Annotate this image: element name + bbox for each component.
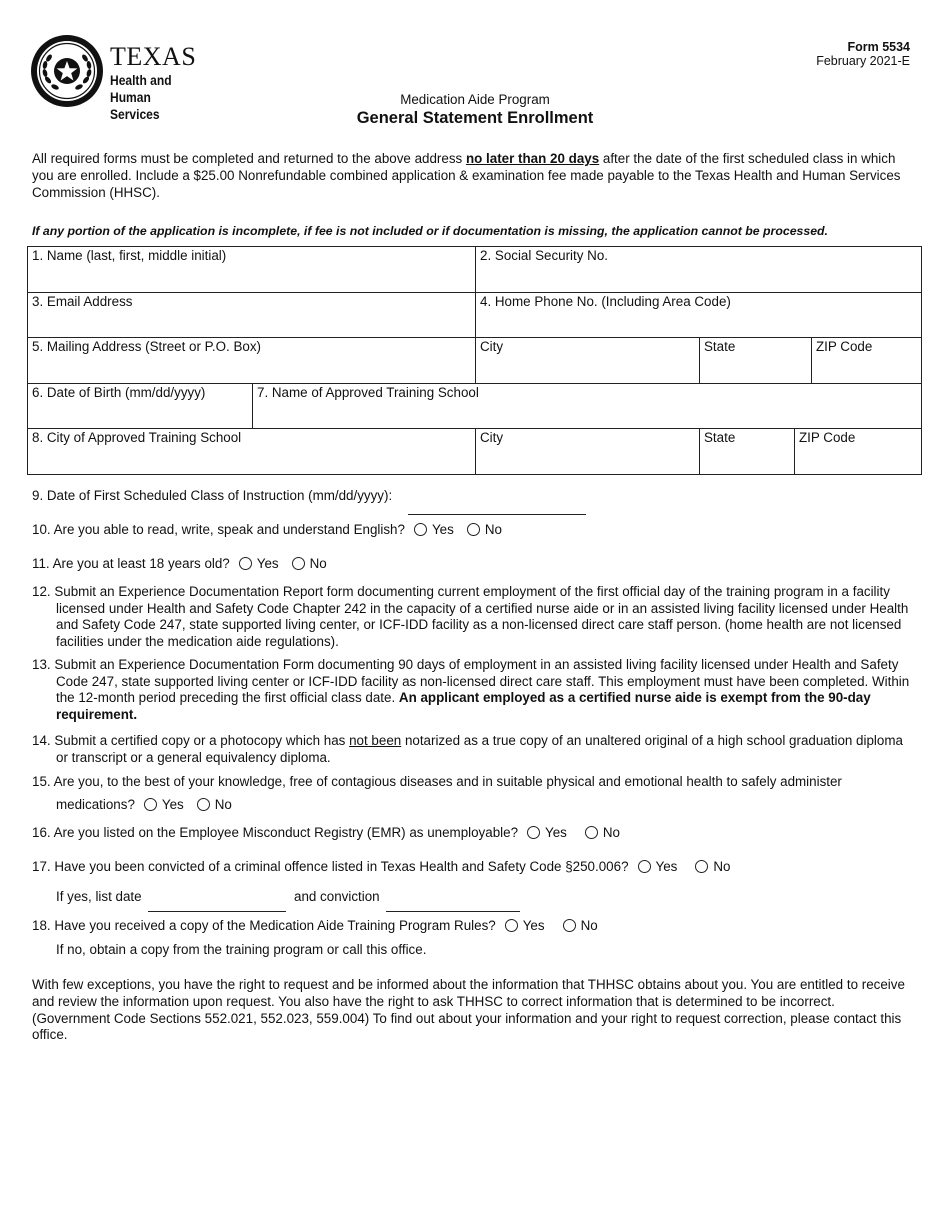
q11-label: 11. Are you at least 18 years old? [32, 556, 230, 571]
program-name: Medication Aide Program [400, 92, 550, 107]
table-row [28, 337, 921, 383]
school-city-field[interactable] [28, 429, 475, 474]
yes-label: Yes [545, 825, 567, 840]
q13-text [32, 657, 912, 723]
q15-line-1: 15. Are you, to the best of your knowledge, free of contagious diseases and in suitable physical and emotional health to safely administer [32, 774, 842, 789]
q16-no-radio[interactable] [585, 826, 598, 839]
mailing-address-label: 5. Mailing Address (Street or P.O. Box) [32, 339, 261, 355]
q14-underlined: not been [349, 733, 402, 748]
question-12 [32, 584, 912, 650]
q10-label: 10. Are you able to read, write, speak and understand English? [32, 522, 405, 537]
school-city-city-field[interactable] [475, 429, 699, 474]
q9-label: 9. Date of First Scheduled Class of Instruction (mm/dd/yyyy): [32, 488, 393, 503]
applicant-info-table [27, 246, 922, 475]
question-10 [32, 522, 912, 539]
q18-label: 18. Have you received a copy of the Medication Aide Training Program Rules? [32, 918, 496, 933]
school-name-field[interactable] [252, 384, 921, 429]
question-17 [32, 859, 912, 876]
no-label: No [309, 556, 327, 571]
q18-yes-radio[interactable] [505, 919, 518, 932]
q15-line-2-row [32, 797, 912, 814]
form-number-block [816, 40, 910, 68]
q17-label: 17. Have you been convicted of a criminal offence listed in Texas Health and Safety Code §250.006? [32, 859, 629, 874]
state-label: State [704, 339, 736, 355]
city-label: City [480, 430, 504, 446]
logo-wordmark: TEXAS [110, 42, 197, 71]
state-field[interactable] [699, 338, 811, 383]
q11-no-radio[interactable] [292, 557, 305, 570]
incomplete-warning: If any portion of the application is incomplete, if fee is not included or if documentation is missing, the application cannot be processed. [32, 224, 828, 238]
email-label: 3. Email Address [32, 293, 133, 309]
q17-conviction-label: and conviction [294, 889, 380, 904]
q13-exemption: An applicant employed as a certified nurse aide is exempt from the 90-day requirement. [56, 690, 871, 722]
q10-no-radio[interactable] [467, 523, 480, 536]
school-state-field[interactable] [699, 429, 794, 474]
no-label: No [580, 918, 598, 933]
q17-yes-radio[interactable] [638, 860, 651, 873]
question-18 [32, 918, 912, 935]
q17-date-label: If yes, list date [56, 889, 142, 904]
q18-no-radio[interactable] [563, 919, 576, 932]
q17-no-radio[interactable] [695, 860, 708, 873]
mailing-address-field[interactable] [28, 338, 475, 383]
ssn-label: 2. Social Security No. [480, 248, 609, 263]
email-field[interactable] [28, 293, 475, 338]
no-label: No [713, 859, 731, 874]
q14-text [32, 733, 912, 766]
q15-yes-radio[interactable] [144, 798, 157, 811]
q9-date-input[interactable] [408, 514, 586, 515]
q17-conviction-input[interactable] [386, 911, 520, 912]
question-13 [32, 657, 912, 723]
question-15 [32, 774, 912, 813]
intro-paragraph [32, 151, 912, 201]
school-city-label: 8. City of Approved Training School [32, 430, 242, 446]
no-label: No [214, 796, 232, 812]
dob-field[interactable] [28, 384, 252, 429]
city-label: City [480, 339, 504, 355]
table-row [28, 247, 921, 292]
phone-label: 4. Home Phone No. (Including Area Code) [480, 293, 731, 309]
intro-text-2: after the date of the first scheduled class in which you are enrolled. Include a $25.00 Nonrefundable combined application & examination fee made payable to the Texas Health and Human Services Commission (HHSC). [32, 151, 901, 200]
privacy-notice: With few exceptions, you have the right to request and be informed about the information that THHSC obtains about you. You are entitled to receive and review the information upon request. You also have the right to ask THHSC to correct information that is determined to be incorrect. (Government Code Sections 552.021, 552.023, 559.004) To find out about your information and your right to request correction, please contact this office. [32, 977, 905, 1043]
q12-text: 12. Submit an Experience Documentation Report form documenting current employment of the first official day of the training program in a facility licensed under Health and Safety Code Chapter 242 in the capacity of a certified nurse aide or in an assisted living facility licensed under Health and Safety Code 247, state supported living center, or ICF-IDD facility as a non-licensed direct care staff person. (home health are not licensed facilities under the medication aide regulations). [32, 584, 909, 649]
name-label: 1. Name (last, first, middle initial) [32, 248, 227, 263]
no-label: No [602, 825, 621, 840]
no-label: No [484, 522, 502, 537]
form-number: Form 5534 [847, 40, 910, 54]
title-block [0, 92, 950, 128]
q18-note: If no, obtain a copy from the training program or call this office. [56, 942, 427, 957]
q15-line-2: medications? [56, 796, 135, 812]
dob-label: 6. Date of Birth (mm/dd/yyyy) [32, 384, 206, 400]
logo-line-1: Health and Human [110, 72, 172, 105]
table-row [28, 383, 921, 429]
q17-date-input[interactable] [148, 911, 286, 912]
zip-label: ZIP Code [799, 430, 856, 446]
name-field[interactable] [28, 247, 475, 292]
page-title: General Statement Enrollment [356, 109, 594, 127]
school-zip-field[interactable] [794, 429, 921, 474]
state-label: State [704, 430, 736, 446]
yes-label: Yes [431, 522, 454, 537]
intro-text-1: All required forms must be completed and returned to the above address [32, 151, 466, 166]
q15-no-radio[interactable] [197, 798, 210, 811]
q14-text-1: 14. Submit a certified copy or a photocopy which has [32, 733, 350, 748]
city-field[interactable] [475, 338, 699, 383]
q11-yes-radio[interactable] [239, 557, 252, 570]
phone-field[interactable] [475, 293, 921, 338]
school-name-label: 7. Name of Approved Training School [257, 384, 479, 400]
table-row [28, 428, 921, 474]
question-9 [32, 488, 912, 505]
logo-line-2: Services [110, 106, 160, 122]
ssn-field[interactable] [475, 247, 921, 292]
zip-label: ZIP Code [816, 339, 873, 355]
yes-label: Yes [256, 556, 279, 571]
question-11 [32, 556, 912, 573]
q14-text-2: notarized as a true copy of an unaltered original of a high school graduation diploma or transcript or a general equivalency diploma. [56, 733, 903, 765]
zip-field[interactable] [811, 338, 921, 383]
q16-label: 16. Are you listed on the Employee Misconduct Registry (EMR) as unemployable? [32, 825, 519, 840]
q16-yes-radio[interactable] [527, 826, 540, 839]
question-16 [32, 825, 912, 842]
q13-text-1: 13. Submit an Experience Documentation Form documenting 90 days of employment in an assisted living facility licensed under Health and Safety Code 247, state supported living center or ICF-IDD facility as non-licensed direct care staff. This employment must have been completed. Within the 12-month period preceding the first official class date. [32, 657, 910, 706]
yes-label: Yes [522, 918, 545, 933]
intro-deadline: no later than 20 days [465, 151, 600, 166]
form-date: February 2021-E [816, 54, 910, 68]
question-14 [32, 733, 912, 766]
table-row [28, 292, 921, 338]
q10-yes-radio[interactable] [414, 523, 427, 536]
yes-label: Yes [161, 796, 184, 812]
yes-label: Yes [655, 859, 678, 874]
